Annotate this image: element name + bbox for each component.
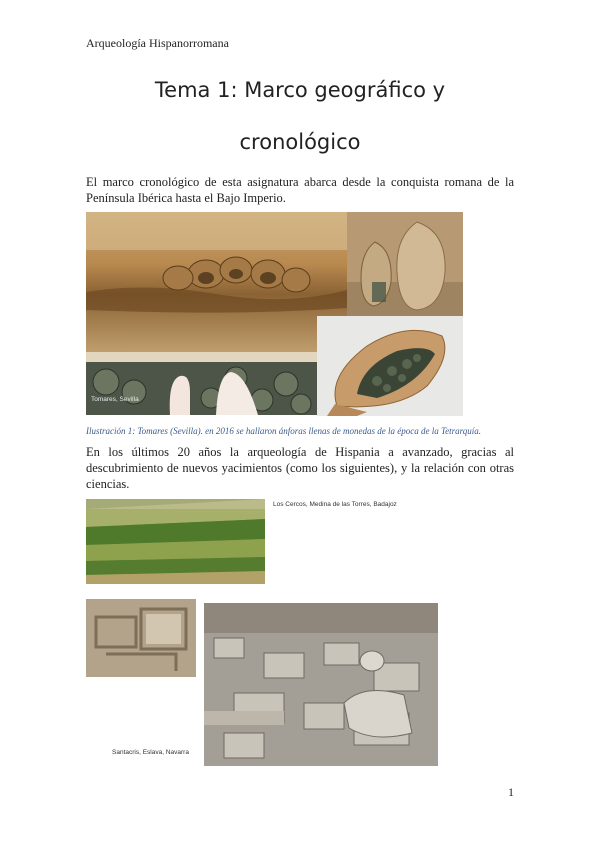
running-header: Arqueología Hispanorromana (86, 36, 229, 50)
figure-2-label-top: Los Cercos, Medina de las Torres, Badajoz (273, 501, 397, 508)
aerial-field-photo (86, 499, 265, 584)
second-paragraph: En los últimos 20 años la arqueología de Hispania a avanzado, gracias al descubrimiento de nuevos yacimientos (como los siguientes), y la relación con otras ciencias. (86, 445, 514, 491)
amphora-photo (347, 212, 463, 316)
figure-2-label-bottom: Santacris, Eslava, Navarra (112, 749, 189, 756)
page-title-line-1: Tema 1: Marco geográfico y (154, 78, 446, 102)
intro-paragraph: El marco cronológico de esta asignatura abarca desde la conquista romana de la Península Ibérica hasta el Bajo Imperio. (86, 175, 514, 205)
photo-watermark: Tomares, Sevilla (91, 396, 139, 403)
coins-closeup-photo (86, 362, 317, 415)
page-title-line-2: cronológico (239, 130, 361, 154)
page-number: 1 (508, 785, 514, 799)
rubble-ruins-photo (204, 603, 438, 766)
broken-amphora-photo (317, 316, 463, 416)
aerial-ruins-photo (86, 599, 196, 677)
figure-1-caption: Ilustración 1: Tomares (Sevilla). en 2016 se hallaron ánforas llenas de monedas de la época de la Tetrarquía. (86, 426, 482, 436)
excavation-trench-photo (86, 212, 347, 362)
